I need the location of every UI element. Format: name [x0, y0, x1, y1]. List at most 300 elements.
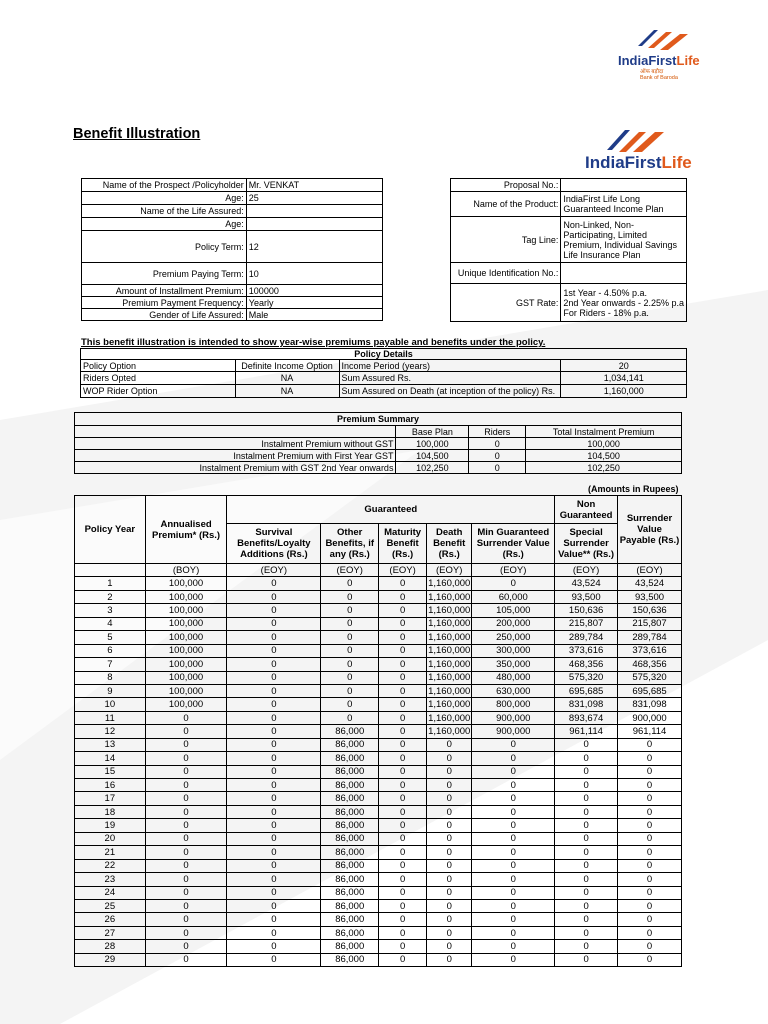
- premium-summary-heading: Premium Summary: [75, 413, 682, 426]
- table-cell: 0: [227, 590, 321, 603]
- table-cell: 0: [227, 698, 321, 711]
- info-label: Gender of Life Assured:: [82, 309, 247, 321]
- table-cell: 0: [618, 859, 682, 872]
- table-cell: 0: [555, 913, 618, 926]
- info-row: [82, 285, 383, 297]
- timing-cell: (EOY): [555, 564, 618, 577]
- table-cell: 100,000: [145, 698, 227, 711]
- table-cell: 0: [555, 819, 618, 832]
- table-cell: 86,000: [321, 886, 379, 899]
- table-cell: 800,000: [472, 698, 555, 711]
- table-row: [75, 859, 682, 872]
- table-cell: 0: [379, 671, 427, 684]
- policy-details-table: [80, 348, 687, 398]
- table-cell: 1,160,000: [428, 631, 471, 643]
- table-cell: 0: [427, 926, 472, 939]
- table-cell: 0: [145, 779, 227, 792]
- table-cell: 100,000: [145, 590, 227, 603]
- table-cell: 0: [618, 752, 682, 765]
- table-cell: 12: [75, 725, 146, 738]
- table-cell: 0: [472, 846, 555, 859]
- table-cell: 0: [555, 940, 618, 953]
- info-label: GST Rate:: [451, 284, 561, 322]
- table-cell: 2: [75, 590, 146, 603]
- table-cell: 100,000: [145, 631, 227, 644]
- document-logo: [585, 126, 695, 172]
- table-cell: 86,000: [321, 899, 379, 912]
- info-value: Yearly: [246, 297, 382, 309]
- table-cell: 0: [227, 671, 321, 684]
- table-cell: 0: [427, 953, 472, 966]
- policy-details-cell: Income Period (years): [339, 360, 561, 372]
- timing-cell: (EOY): [321, 564, 379, 577]
- table-cell: 0: [427, 738, 472, 751]
- table-cell: 1,160,000: [428, 725, 471, 737]
- table-cell: 0: [379, 913, 427, 926]
- info-label: Name of the Prospect /Policyholder: [82, 179, 247, 192]
- table-cell: 16: [75, 779, 146, 792]
- table-cell: 0: [379, 805, 427, 818]
- table-cell: 0: [618, 805, 682, 818]
- policy-details-heading-row: [81, 349, 687, 360]
- prospect-info-table: [81, 178, 383, 321]
- table-cell: 0: [227, 658, 321, 671]
- table-row: [75, 926, 682, 939]
- timing-cell: (EOY): [618, 564, 682, 577]
- table-cell: 0: [472, 940, 555, 953]
- info-value: [246, 218, 382, 231]
- table-row: [75, 940, 682, 953]
- table-cell: 0: [227, 604, 321, 617]
- premium-summary-value: 0: [469, 438, 526, 450]
- table-cell: 0: [618, 953, 682, 966]
- table-cell: 0: [555, 805, 618, 818]
- table-cell: 0: [227, 873, 321, 886]
- table-row: [75, 752, 682, 765]
- table-cell: 0: [427, 792, 472, 805]
- table-cell: 100,000: [145, 684, 227, 697]
- table-cell: 86,000: [321, 859, 379, 872]
- premium-summary-header: Base Plan: [396, 426, 469, 438]
- premium-summary-header: Riders: [469, 426, 526, 438]
- table-cell: 0: [227, 577, 321, 590]
- table-row: [75, 698, 682, 711]
- table-cell: 150,636: [555, 604, 618, 617]
- table-cell: 1,160,000: [428, 591, 471, 603]
- table-cell: 0: [618, 886, 682, 899]
- info-row: [451, 217, 687, 263]
- table-cell: 0: [555, 765, 618, 778]
- table-cell: 0: [472, 899, 555, 912]
- table-cell: 0: [145, 873, 227, 886]
- benefit-table-body: [75, 577, 682, 967]
- table-cell: 468,356: [618, 658, 682, 671]
- table-cell: 0: [555, 899, 618, 912]
- table-cell: 0: [145, 913, 227, 926]
- info-row: [82, 205, 383, 218]
- table-cell: 86,000: [321, 738, 379, 751]
- header-other-benefits: Other Benefits, if any (Rs.): [321, 524, 379, 564]
- info-value: 25: [246, 192, 382, 205]
- table-cell: 961,114: [555, 725, 618, 738]
- table-cell: 0: [472, 859, 555, 872]
- table-row: [75, 711, 682, 724]
- table-cell: 86,000: [321, 913, 379, 926]
- table-cell: 0: [145, 765, 227, 778]
- table-cell: 0: [321, 631, 379, 644]
- table-row: [75, 953, 682, 966]
- table-cell: 0: [379, 846, 427, 859]
- table-cell: 0: [379, 792, 427, 805]
- table-cell: 200,000: [472, 617, 555, 630]
- table-cell: 0: [472, 738, 555, 751]
- table-cell: 0: [379, 604, 427, 617]
- logo-text-b: Life: [661, 153, 692, 172]
- partner-line-1: ऑफ बड़ौदा: [640, 69, 664, 75]
- table-row: [75, 684, 682, 697]
- amounts-note: (Amounts in Rupees): [588, 484, 679, 494]
- table-cell: 100,000: [145, 617, 227, 630]
- premium-summary-table: [74, 412, 682, 474]
- policy-details-cell: 20: [561, 360, 687, 372]
- table-cell: 215,807: [618, 617, 682, 630]
- table-cell: 100,000: [145, 577, 227, 590]
- table-cell: 0: [379, 832, 427, 845]
- table-cell: 695,685: [618, 684, 682, 697]
- info-label: Premium Paying Term:: [82, 263, 247, 285]
- policy-details-row: [81, 385, 687, 398]
- table-cell: 100,000: [145, 658, 227, 671]
- table-cell: 1,160,000: [428, 645, 471, 657]
- table-cell: 0: [321, 684, 379, 697]
- logo-stripes-icon: [605, 126, 675, 154]
- logo-text-a: IndiaFirst: [618, 53, 677, 68]
- table-cell: 0: [555, 832, 618, 845]
- table-cell: 0: [145, 819, 227, 832]
- policy-details-cell: NA: [235, 385, 339, 398]
- table-row: [75, 873, 682, 886]
- table-cell: 1,160,000: [428, 712, 471, 724]
- info-row: [82, 218, 383, 231]
- timing-cell: (EOY): [379, 564, 427, 577]
- table-row: [75, 725, 682, 738]
- info-value: Male: [246, 309, 382, 321]
- table-cell: 0: [321, 577, 379, 590]
- header-non-guaranteed: Non Guaranteed: [555, 496, 618, 524]
- table-cell: 0: [145, 846, 227, 859]
- table-row: [75, 738, 682, 751]
- table-cell: 0: [379, 577, 427, 590]
- premium-summary-row: [75, 462, 682, 474]
- table-cell: 0: [379, 631, 427, 644]
- info-row: [451, 284, 687, 322]
- header-min-gsv: Min Guaranteed Surrender Value (Rs.): [472, 524, 555, 564]
- table-cell: 1: [75, 577, 146, 590]
- table-cell: 86,000: [321, 940, 379, 953]
- table-row: [75, 913, 682, 926]
- table-cell: 86,000: [321, 792, 379, 805]
- table-cell: 0: [379, 886, 427, 899]
- logo-text-b: Life: [676, 53, 700, 68]
- table-cell: 831,098: [555, 698, 618, 711]
- table-cell: 0: [379, 684, 427, 697]
- table-cell: 0: [555, 953, 618, 966]
- info-label: Proposal No.:: [451, 179, 561, 192]
- premium-summary-value: 0: [469, 462, 526, 474]
- table-row: [75, 590, 682, 603]
- table-cell: 18: [75, 805, 146, 818]
- table-cell: 29: [75, 953, 146, 966]
- table-cell: 0: [555, 873, 618, 886]
- table-row: [75, 819, 682, 832]
- policy-details-row: [81, 360, 687, 372]
- premium-summary-label: Instalment Premium without GST: [75, 438, 396, 450]
- table-cell: 0: [379, 617, 427, 630]
- table-cell: 0: [472, 832, 555, 845]
- table-row: [75, 805, 682, 818]
- premium-summary-blank: [75, 426, 396, 438]
- table-cell: 0: [472, 765, 555, 778]
- header-surrender-value-payable: Surrender Value Payable (Rs.): [618, 496, 682, 564]
- policy-details-cell: Definite Income Option: [235, 360, 339, 372]
- info-label: Name of the Product:: [451, 192, 561, 217]
- table-cell: 150,636: [618, 604, 682, 617]
- table-cell: 0: [145, 805, 227, 818]
- table-cell: 0: [427, 859, 472, 872]
- premium-summary-label: Instalment Premium with First Year GST: [75, 450, 396, 462]
- table-cell: 21: [75, 846, 146, 859]
- table-cell: 0: [427, 886, 472, 899]
- timing-blank: [75, 564, 146, 577]
- table-cell: 0: [618, 926, 682, 939]
- info-label: Amount of Installment Premium:: [82, 285, 247, 297]
- table-cell: 0: [379, 711, 427, 724]
- premium-summary-value: 100,000: [396, 438, 469, 450]
- table-row: [75, 792, 682, 805]
- table-cell: 5: [75, 631, 146, 644]
- table-cell: 0: [618, 792, 682, 805]
- info-row: [451, 263, 687, 284]
- table-cell: 0: [555, 886, 618, 899]
- table-cell: 0: [379, 590, 427, 603]
- table-cell: 0: [227, 913, 321, 926]
- table-cell: 695,685: [555, 684, 618, 697]
- table-cell: 93,500: [555, 590, 618, 603]
- table-cell: 0: [145, 886, 227, 899]
- table-cell: 0: [145, 752, 227, 765]
- table-cell: 0: [227, 711, 321, 724]
- table-cell: 0: [618, 873, 682, 886]
- table-cell: 0: [618, 738, 682, 751]
- table-cell: 0: [321, 604, 379, 617]
- table-cell: 0: [555, 792, 618, 805]
- table-cell: 0: [618, 913, 682, 926]
- table-cell: 60,000: [472, 590, 555, 603]
- table-cell: 0: [227, 644, 321, 657]
- table-cell: 0: [379, 873, 427, 886]
- table-cell: 0: [145, 859, 227, 872]
- table-cell: 0: [427, 779, 472, 792]
- table-row: [75, 846, 682, 859]
- table-cell: 0: [227, 886, 321, 899]
- table-cell: 17: [75, 792, 146, 805]
- table-cell: 0: [472, 953, 555, 966]
- table-cell: 0: [227, 779, 321, 792]
- policy-details-cell: Sum Assured Rs.: [339, 372, 561, 385]
- table-cell: 0: [227, 846, 321, 859]
- policy-details-cell: NA: [235, 372, 339, 385]
- premium-summary-header-row: [75, 426, 682, 438]
- table-cell: 0: [227, 765, 321, 778]
- table-cell: 0: [227, 899, 321, 912]
- table-cell: 0: [379, 859, 427, 872]
- timing-cell: (EOY): [472, 564, 555, 577]
- table-cell: 0: [618, 765, 682, 778]
- table-cell: 0: [379, 940, 427, 953]
- partner-line-2: Bank of Baroda: [640, 75, 678, 81]
- table-cell: 20: [75, 832, 146, 845]
- info-value: [246, 205, 382, 218]
- table-row: [75, 899, 682, 912]
- info-value: 12: [246, 231, 382, 263]
- premium-summary-value: 0: [469, 450, 526, 462]
- logo-stripes-icon: [636, 28, 696, 56]
- gst-rate-line: For Riders - 18% p.a.: [563, 307, 649, 318]
- info-label: Name of the Life Assured:: [82, 205, 247, 218]
- table-cell: 831,098: [618, 698, 682, 711]
- policy-details-row: [81, 372, 687, 385]
- premium-summary-value: 100,000: [526, 438, 682, 450]
- table-cell: 15: [75, 765, 146, 778]
- info-label: Age:: [82, 192, 247, 205]
- table-cell: 0: [227, 617, 321, 630]
- info-value: 100000: [246, 285, 382, 297]
- table-cell: 86,000: [321, 819, 379, 832]
- table-cell: 630,000: [472, 684, 555, 697]
- table-cell: 0: [227, 940, 321, 953]
- table-cell: 4: [75, 617, 146, 630]
- info-label: Age:: [82, 218, 247, 231]
- info-value: IndiaFirst Life Long Guaranteed Income Plan: [561, 192, 687, 217]
- table-cell: 575,320: [618, 671, 682, 684]
- logo-text-a: IndiaFirst: [585, 153, 662, 172]
- table-cell: 0: [427, 819, 472, 832]
- table-cell: 289,784: [555, 631, 618, 644]
- premium-summary-value: 104,500: [526, 450, 682, 462]
- table-cell: 0: [321, 698, 379, 711]
- table-cell: 0: [618, 819, 682, 832]
- product-info-table: [450, 178, 687, 322]
- policy-details-cell: Riders Opted: [81, 372, 236, 385]
- table-cell: 0: [227, 819, 321, 832]
- info-label: Tag Line:: [451, 217, 561, 263]
- table-cell: 0: [145, 953, 227, 966]
- info-row: [451, 179, 687, 192]
- table-cell: 0: [227, 684, 321, 697]
- table-cell: 13: [75, 738, 146, 751]
- table-cell: 11: [75, 711, 146, 724]
- table-cell: 900,000: [618, 711, 682, 724]
- table-cell: 0: [379, 899, 427, 912]
- table-cell: 0: [145, 792, 227, 805]
- info-row: [82, 263, 383, 285]
- table-cell: 0: [555, 752, 618, 765]
- table-cell: 0: [555, 926, 618, 939]
- table-cell: 24: [75, 886, 146, 899]
- table-cell: 28: [75, 940, 146, 953]
- table-cell: 0: [321, 658, 379, 671]
- table-cell: 86,000: [321, 805, 379, 818]
- table-cell: 3: [75, 604, 146, 617]
- info-row: [82, 297, 383, 309]
- table-row: [75, 617, 682, 630]
- table-cell: 0: [379, 765, 427, 778]
- table-cell: 1,160,000: [428, 672, 471, 684]
- table-cell: 100,000: [145, 671, 227, 684]
- header-death-benefit: Death Benefit (Rs.): [427, 524, 472, 564]
- info-value: Mr. VENKAT: [246, 179, 382, 192]
- info-value: 10: [246, 263, 382, 285]
- gst-rate-line: 2nd Year onwards - 2.25% p.a: [563, 297, 684, 308]
- table-cell: 0: [472, 779, 555, 792]
- policy-details-cell: Sum Assured on Death (at inception of the policy) Rs.: [339, 385, 561, 398]
- table-row: [75, 577, 682, 590]
- table-cell: 0: [227, 953, 321, 966]
- table-cell: 0: [321, 590, 379, 603]
- table-cell: 7: [75, 658, 146, 671]
- table-cell: 0: [379, 725, 427, 738]
- table-cell: 215,807: [555, 617, 618, 630]
- table-cell: 0: [472, 926, 555, 939]
- premium-summary-heading-row: [75, 413, 682, 426]
- timing-cell: (EOY): [227, 564, 321, 577]
- table-cell: 0: [427, 765, 472, 778]
- table-cell: 86,000: [321, 846, 379, 859]
- premium-summary-label: Instalment Premium with GST 2nd Year onwards: [75, 462, 396, 474]
- info-value: [561, 263, 687, 284]
- table-cell: 0: [145, 832, 227, 845]
- table-cell: 289,784: [618, 631, 682, 644]
- info-label: Premium Payment Frequency:: [82, 297, 247, 309]
- table-cell: 86,000: [321, 725, 379, 738]
- table-cell: 100,000: [145, 644, 227, 657]
- table-cell: 1,160,000: [428, 685, 471, 697]
- table-cell: 0: [427, 899, 472, 912]
- table-cell: 1,160,000: [428, 618, 471, 630]
- header-policy-year: Policy Year: [75, 496, 146, 564]
- table-cell: 373,616: [618, 644, 682, 657]
- header-maturity-benefit: Maturity Benefit (Rs.): [379, 524, 427, 564]
- table-cell: 0: [227, 859, 321, 872]
- table-cell: 86,000: [321, 779, 379, 792]
- table-cell: 0: [379, 953, 427, 966]
- table-cell: 19: [75, 819, 146, 832]
- policy-details-cell: 1,034,141: [561, 372, 687, 385]
- table-cell: 0: [321, 644, 379, 657]
- table-cell: 0: [321, 671, 379, 684]
- table-cell: 0: [379, 738, 427, 751]
- table-cell: 0: [379, 779, 427, 792]
- table-cell: 23: [75, 873, 146, 886]
- table-cell: 0: [472, 805, 555, 818]
- table-cell: 0: [227, 792, 321, 805]
- table-cell: 0: [427, 805, 472, 818]
- info-row: [82, 309, 383, 321]
- table-cell: 27: [75, 926, 146, 939]
- gst-rate-values: [561, 284, 687, 322]
- gst-rate-line: 1st Year - 4.50% p.a.: [563, 287, 647, 298]
- policy-details-cell: Policy Option: [81, 360, 236, 372]
